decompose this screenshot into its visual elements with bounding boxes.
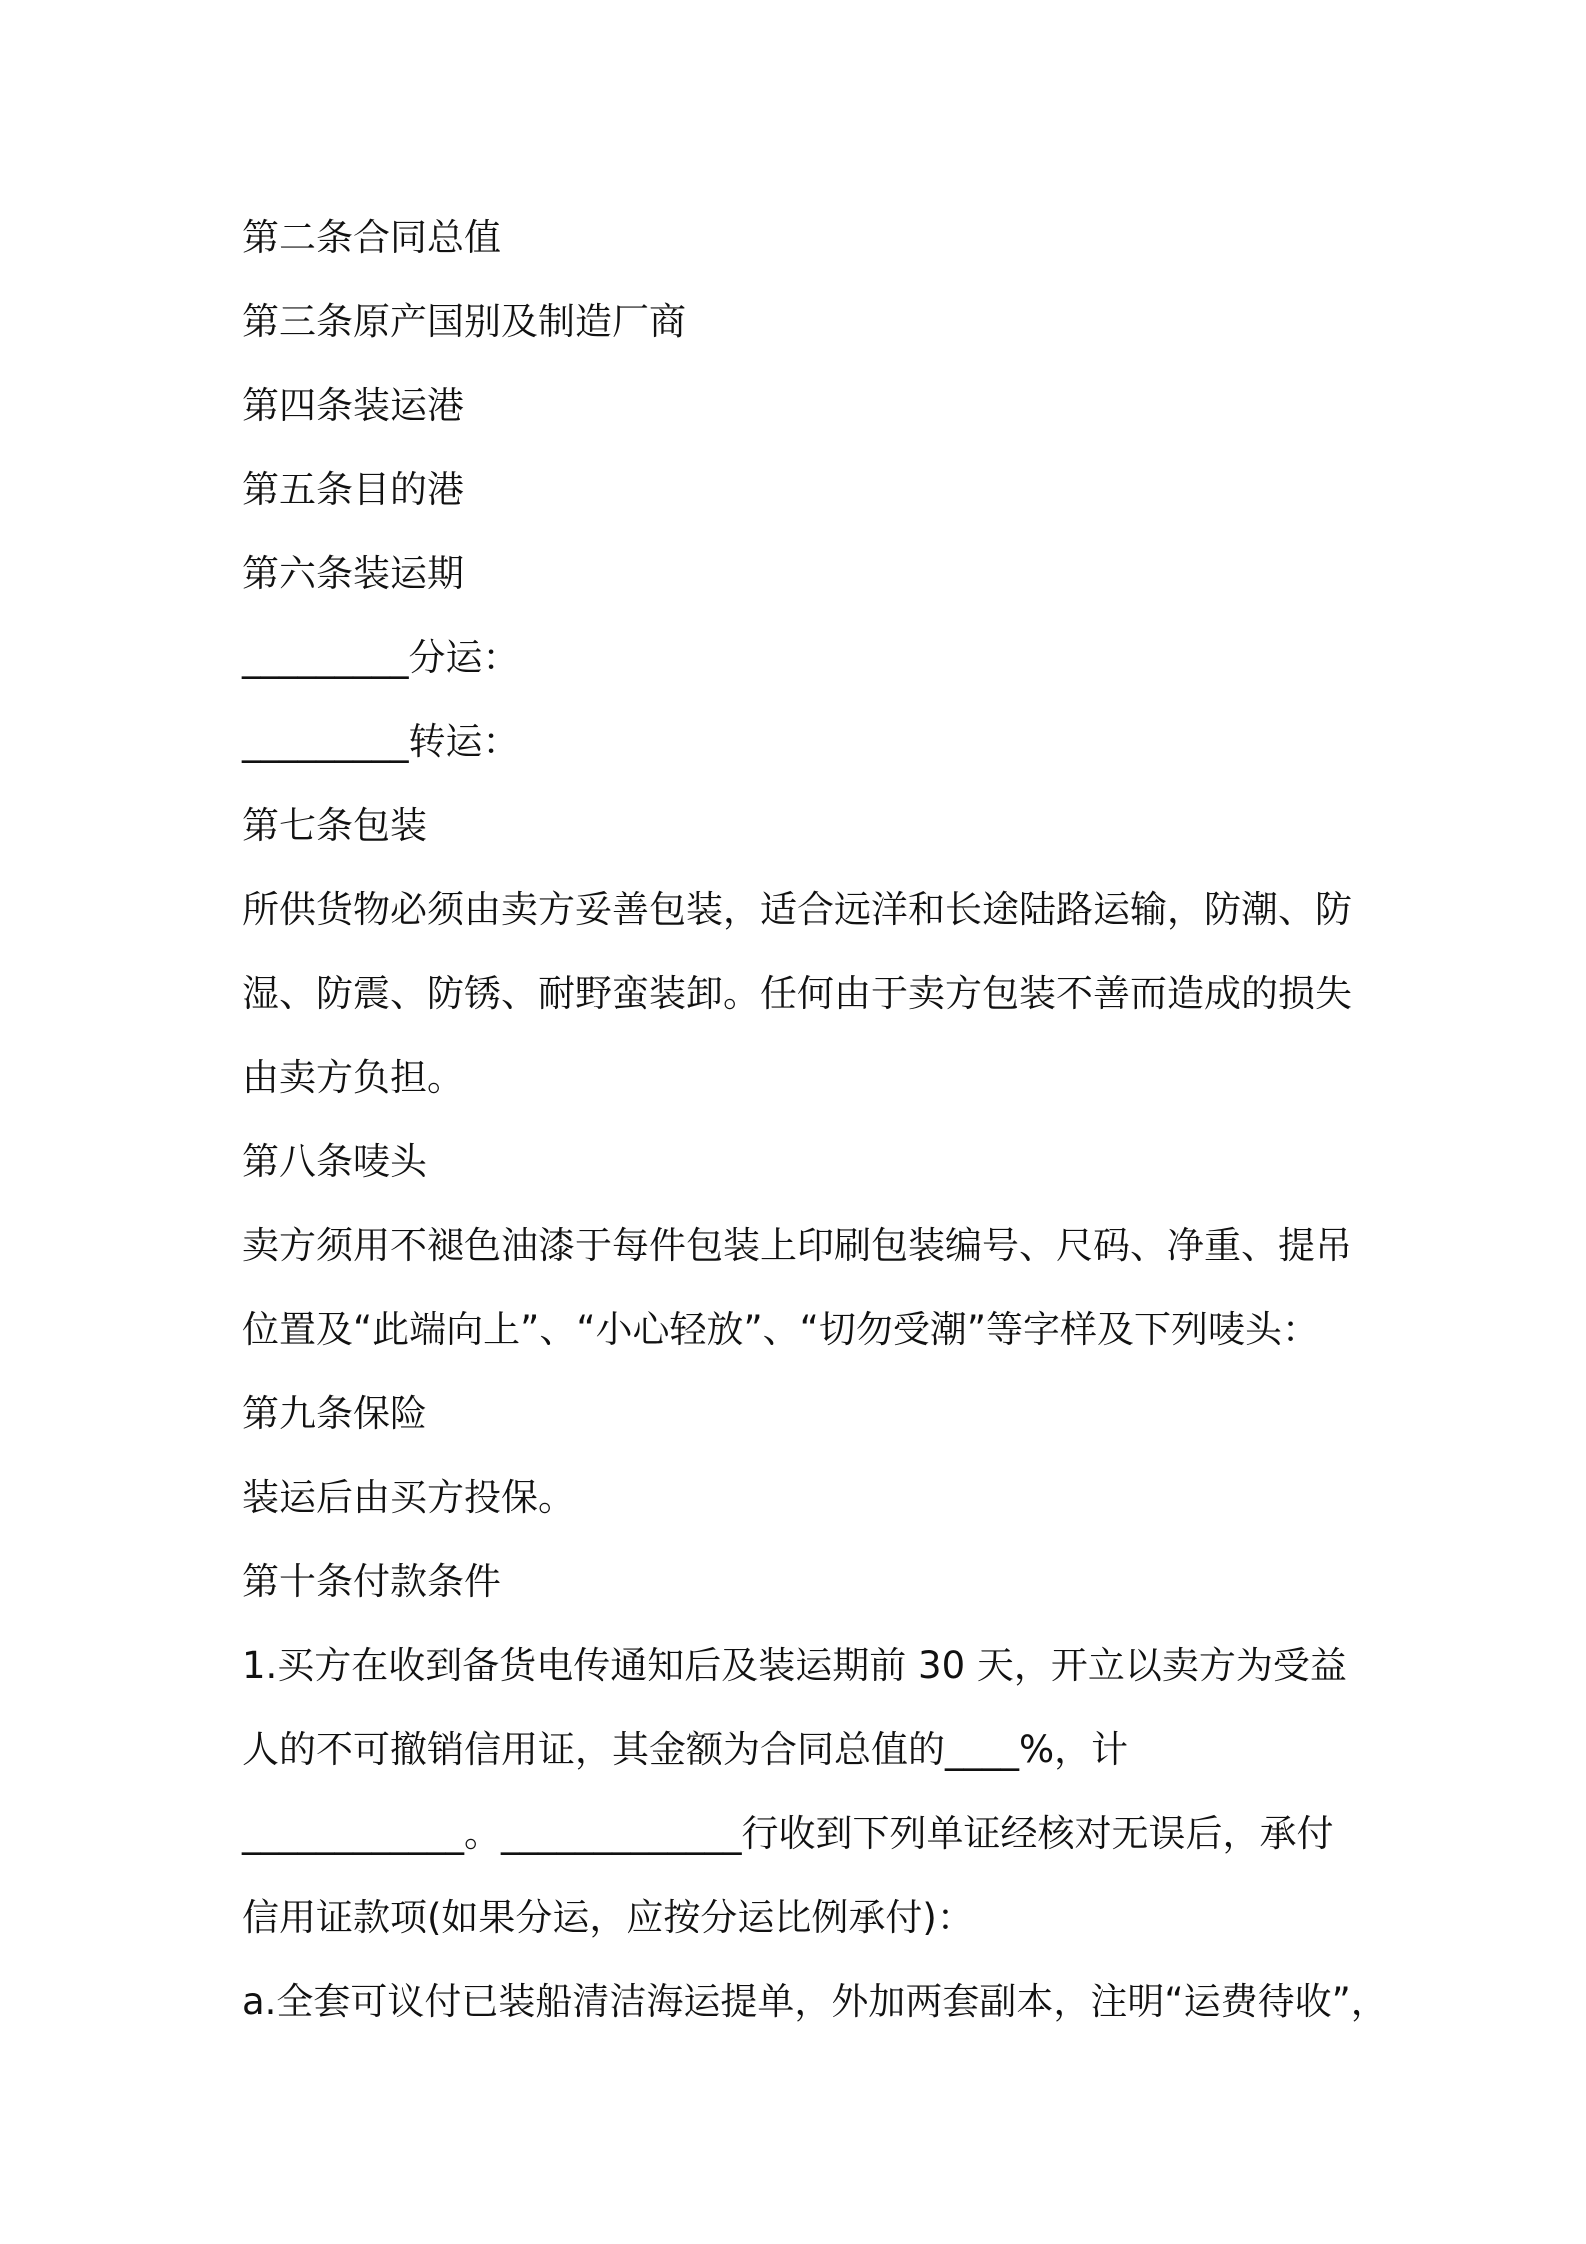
marks-text-line-1: 卖方须用不褪色油漆于每件包装上印刷包装编号、尺码、净重、提吊 bbox=[242, 1224, 1352, 1267]
payment-text-line-2: 人的不可撤销信用证，其金额为合同总值的____%，计 bbox=[242, 1728, 1129, 1771]
document-body bbox=[242, 196, 1388, 2044]
packing-text-line-2: 湿、防震、防锈、耐野蛮装卸。任何由于卖方包装不善而造成的损失 bbox=[242, 972, 1352, 1015]
documents-item-a: a.全套可议付已装船清洁海运提单，外加两套副本，注明“运费待收”， bbox=[242, 1980, 1388, 2023]
partial-shipment-line: _________分运： bbox=[242, 636, 520, 679]
packing-text-line-1: 所供货物必须由卖方妥善包装，适合远洋和长途陆路运输，防潮、防 bbox=[242, 888, 1352, 931]
clause-10-heading: 第十条付款条件 bbox=[242, 1560, 501, 1603]
clause-2-heading: 第二条合同总值 bbox=[242, 216, 501, 259]
clause-6-heading: 第六条装运期 bbox=[242, 552, 464, 595]
clause-9-heading: 第九条保险 bbox=[242, 1392, 427, 1435]
payment-text-line-4: 信用证款项(如果分运，应按分运比例承付)： bbox=[242, 1896, 974, 1939]
clause-7-heading: 第七条包装 bbox=[242, 804, 427, 847]
clause-8-heading: 第八条唛头 bbox=[242, 1140, 427, 1183]
insurance-text: 装运后由买方投保。 bbox=[242, 1476, 575, 1519]
payment-text-line-1: 1.买方在收到备货电传通知后及装运期前 30 天，开立以卖方为受益 bbox=[242, 1644, 1347, 1687]
marks-text-line-2: 位置及“此端向上”、“小心轻放”、“切勿受潮”等字样及下列唛头： bbox=[242, 1308, 1320, 1351]
clause-3-heading: 第三条原产国别及制造厂商 bbox=[242, 300, 686, 343]
packing-text-line-3: 由卖方负担。 bbox=[242, 1056, 464, 1099]
transshipment-line: _________转运： bbox=[242, 720, 520, 763]
clause-5-heading: 第五条目的港 bbox=[242, 468, 464, 511]
clause-4-heading: 第四条装运港 bbox=[242, 384, 464, 427]
payment-text-line-3: ____________。_____________行收到下列单证经核对无误后，承付 bbox=[242, 1812, 1334, 1855]
